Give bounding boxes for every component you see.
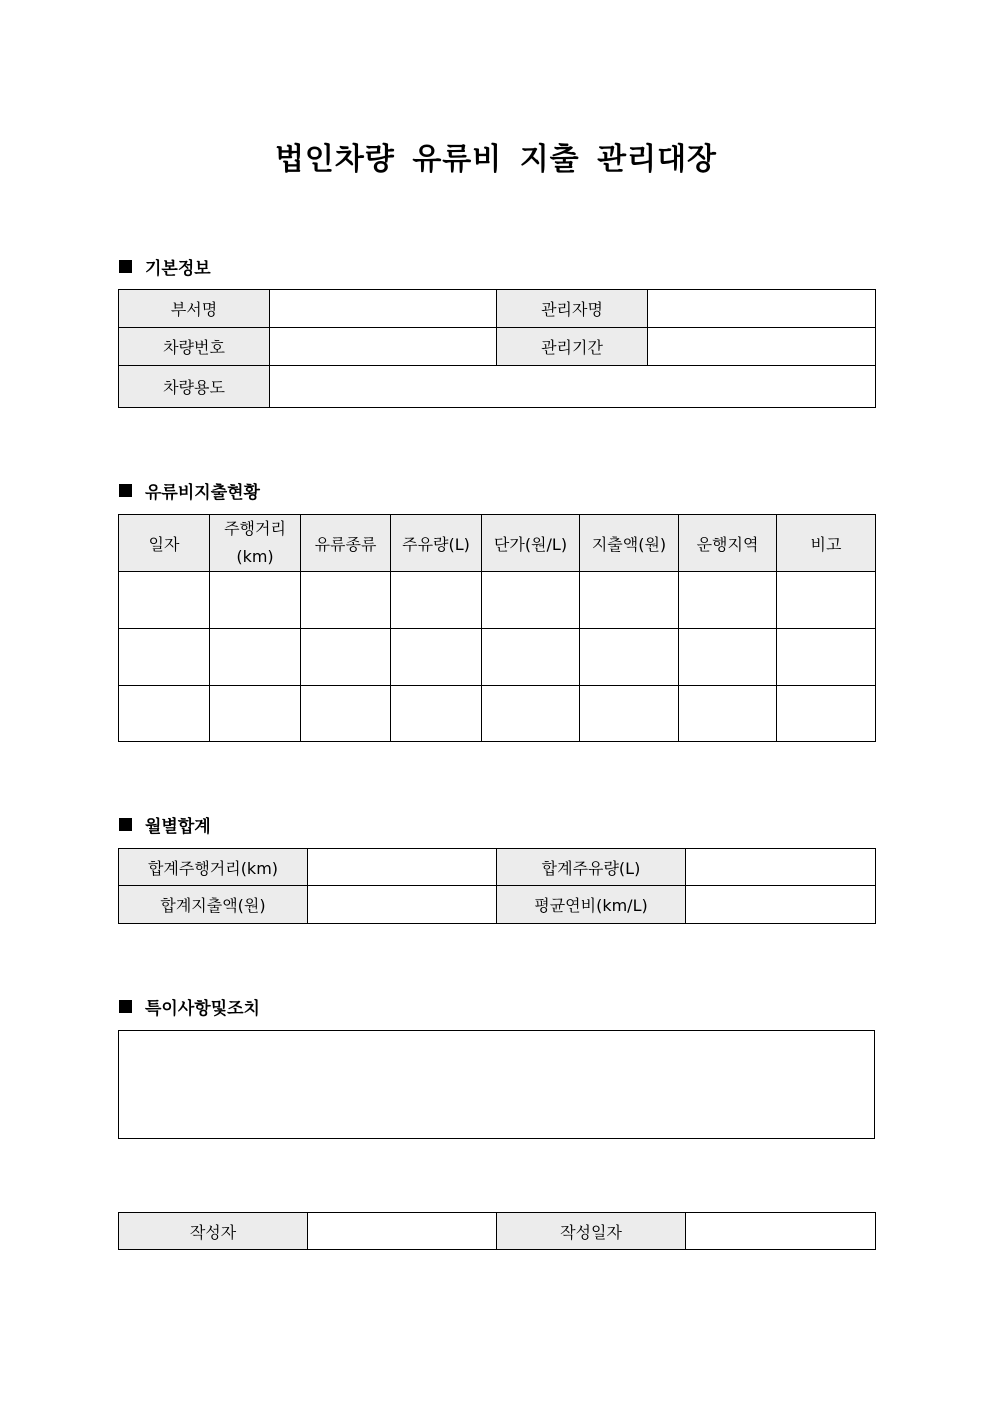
basic-info-heading	[119, 254, 211, 279]
table-cell[interactable]	[777, 572, 876, 629]
avg-efficiency-field[interactable]	[686, 886, 876, 924]
avg-efficiency-label: 평균연비(km/L)	[497, 886, 686, 924]
table-cell[interactable]	[119, 572, 210, 629]
basic-info-heading-text: 기본정보	[145, 259, 211, 279]
monthly-table	[118, 848, 876, 924]
table-cell[interactable]	[301, 572, 391, 629]
expense-table	[118, 514, 876, 742]
table-cell[interactable]	[580, 572, 679, 629]
table-cell[interactable]	[482, 629, 580, 686]
author-field[interactable]	[308, 1213, 497, 1250]
total-spend-label: 합계지출액(원)	[119, 886, 308, 924]
notes-textarea[interactable]	[118, 1030, 875, 1139]
table-cell[interactable]	[777, 686, 876, 742]
table-cell[interactable]	[777, 629, 876, 686]
total-fuel-field[interactable]	[686, 849, 876, 886]
table-cell[interactable]	[391, 686, 482, 742]
col-header-spend: 지출액(원)	[580, 515, 679, 572]
page-title: 법인차량 유류비 지출 관리대장	[274, 142, 718, 177]
table-cell[interactable]	[679, 629, 777, 686]
author-label: 작성자	[119, 1213, 308, 1250]
manager-field[interactable]	[648, 290, 876, 328]
table-cell[interactable]	[482, 686, 580, 742]
table-cell[interactable]	[391, 629, 482, 686]
monthly-heading	[119, 812, 211, 837]
basic-info-table	[118, 289, 876, 408]
square-bullet-icon	[119, 1000, 132, 1013]
table-cell[interactable]	[482, 572, 580, 629]
dept-label: 부서명	[119, 290, 270, 328]
plate-label: 차량번호	[119, 328, 270, 366]
table-row	[119, 572, 876, 629]
date-field[interactable]	[686, 1213, 876, 1250]
period-label: 관리기간	[497, 328, 648, 366]
col-header-note: 비고	[777, 515, 876, 572]
date-label: 작성일자	[497, 1213, 686, 1250]
total-fuel-label: 합계주유량(L)	[497, 849, 686, 886]
table-cell[interactable]	[580, 686, 679, 742]
expense-heading	[119, 478, 260, 503]
usage-field[interactable]	[270, 366, 876, 408]
table-cell[interactable]	[679, 572, 777, 629]
square-bullet-icon	[119, 484, 132, 497]
square-bullet-icon	[119, 818, 132, 831]
total-distance-field[interactable]	[308, 849, 497, 886]
notes-heading	[119, 994, 260, 1019]
table-cell[interactable]	[119, 686, 210, 742]
total-distance-label: 합계주행거리(km)	[119, 849, 308, 886]
table-row	[119, 686, 876, 742]
manager-label: 관리자명	[497, 290, 648, 328]
table-cell[interactable]	[301, 629, 391, 686]
period-field[interactable]	[648, 328, 876, 366]
table-cell[interactable]	[210, 572, 301, 629]
table-cell[interactable]	[210, 686, 301, 742]
table-cell[interactable]	[301, 686, 391, 742]
signoff-table	[118, 1212, 876, 1250]
square-bullet-icon	[119, 260, 132, 273]
table-cell[interactable]	[391, 572, 482, 629]
total-spend-field[interactable]	[308, 886, 497, 924]
notes-heading-text: 특이사항및조치	[145, 999, 260, 1019]
col-header-distance: 주행거리(km)	[210, 515, 301, 572]
col-header-fuel-amount: 주유량(L)	[391, 515, 482, 572]
table-cell[interactable]	[679, 686, 777, 742]
table-cell[interactable]	[210, 629, 301, 686]
expense-heading-text: 유류비지출현황	[145, 483, 260, 503]
plate-field[interactable]	[270, 328, 497, 366]
table-cell[interactable]	[580, 629, 679, 686]
col-header-region: 운행지역	[679, 515, 777, 572]
table-row	[119, 629, 876, 686]
col-header-unit-price: 단가(원/L)	[482, 515, 580, 572]
monthly-heading-text: 월별합계	[145, 817, 211, 837]
dept-field[interactable]	[270, 290, 497, 328]
col-header-date: 일자	[119, 515, 210, 572]
usage-label: 차량용도	[119, 366, 270, 408]
table-cell[interactable]	[119, 629, 210, 686]
col-header-fuel-type: 유류종류	[301, 515, 391, 572]
